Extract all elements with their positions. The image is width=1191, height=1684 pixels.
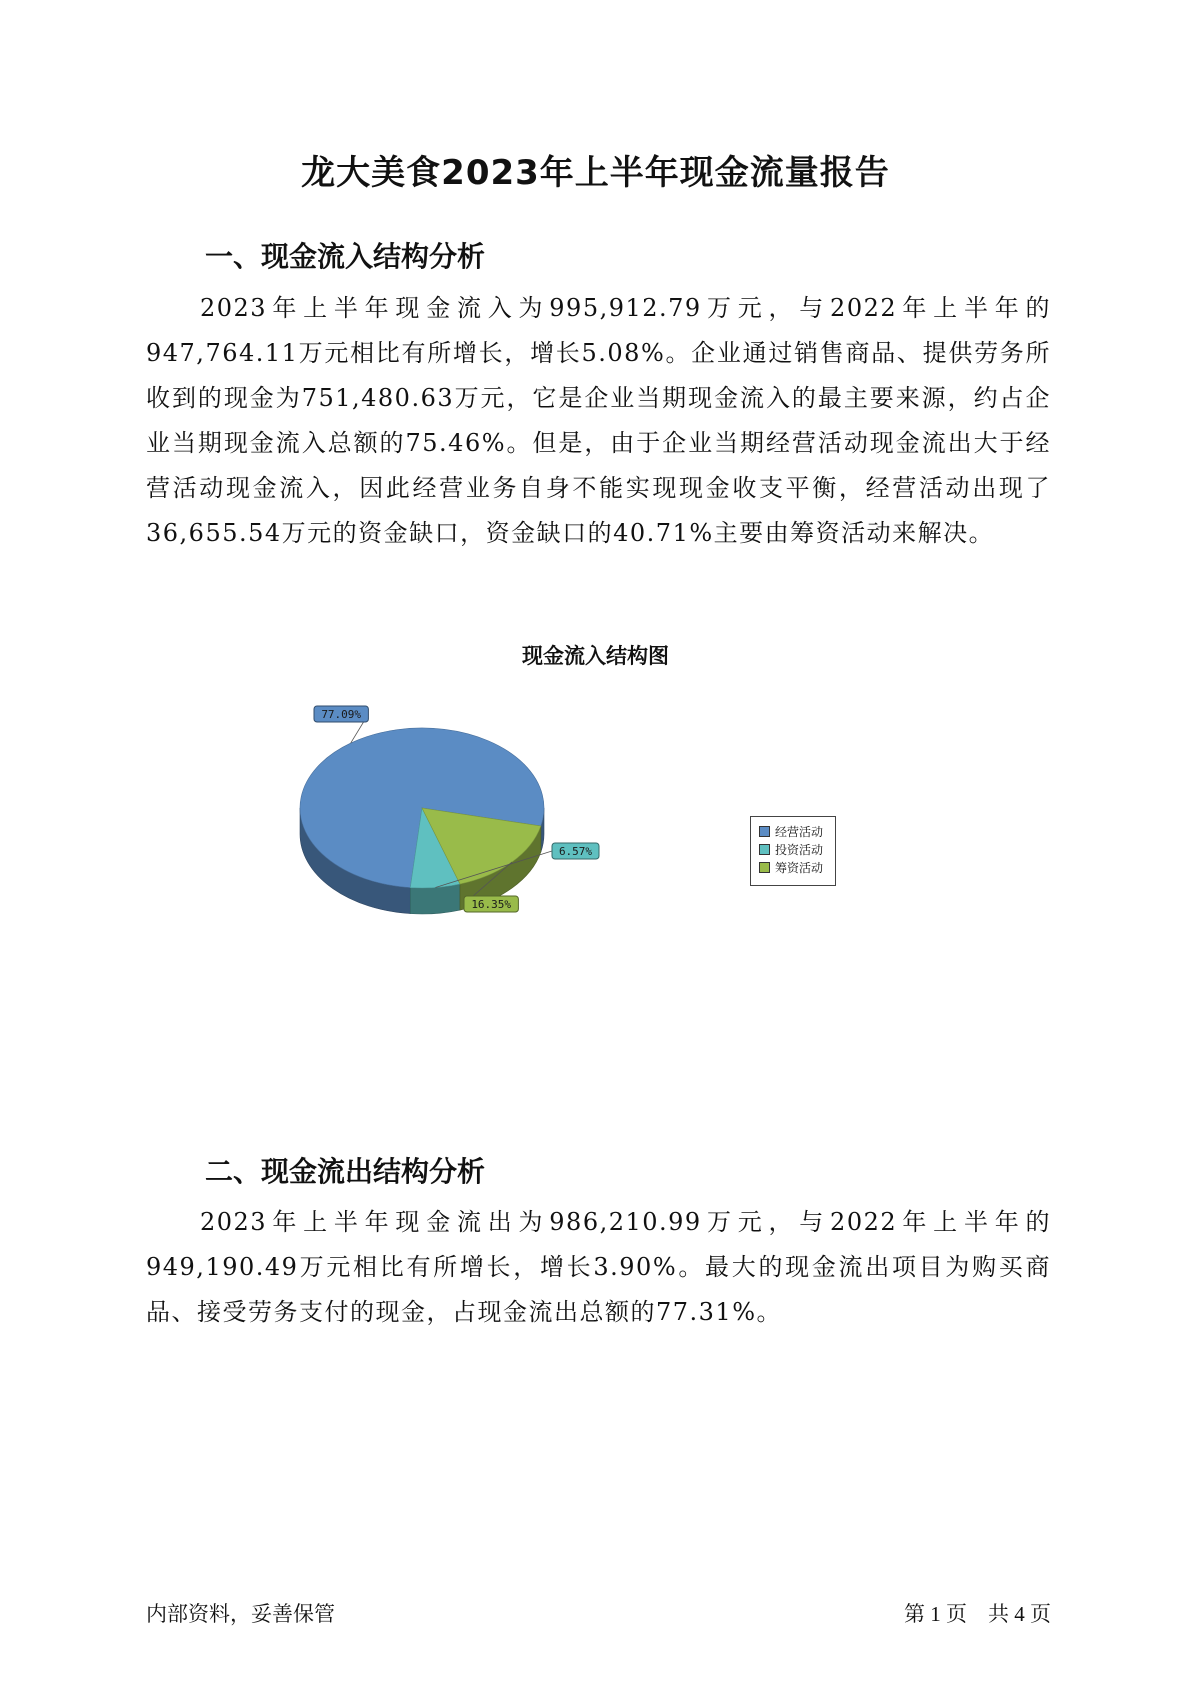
legend-item-investing	[759, 840, 835, 858]
legend-swatch-investing	[759, 844, 770, 855]
legend-item-operating	[759, 822, 835, 840]
legend-label-operating: 经营活动	[775, 824, 824, 839]
data-label-investing: 6.57%	[558, 845, 593, 858]
section-2-heading: 二、现金流出结构分析	[205, 1155, 486, 1188]
chart-legend	[750, 816, 836, 886]
page-title: 龙大美食2023年上半年现金流量报告	[301, 153, 890, 193]
chart-title: 现金流入结构图	[522, 644, 669, 668]
legend-swatch-operating	[759, 826, 770, 837]
section-1-paragraph: 2023年上半年现金流入为995,912.79万元，与2022年上半年的947,764.11万元相比有所增长，增长5.08%。企业通过销售商品、提供劳务所收到的现金为751,480.63万元，它是企业当期现金流入的最主要来源，约占企业当期现金流入总额的75.46%。但是，由于企业当期经营活动现金流出大于经营活动现金流入，因此经营业务自身不能实现现金收支平衡，经营活动出现了36,655.54万元的资金缺口，资金缺口的40.71%主要由筹资活动来解决。	[146, 294, 1051, 547]
pie-side-investing	[410, 884, 460, 914]
legend-item-financing	[759, 858, 835, 876]
legend-label-investing: 投资活动	[775, 842, 824, 857]
footer-note: 内部资料，妥善保管	[146, 1602, 335, 1626]
page-number: 第 1 页 共 4 页	[904, 1602, 1051, 1626]
section-1-heading: 一、现金流入结构分析	[205, 240, 486, 273]
legend-swatch-financing	[759, 862, 770, 873]
legend-label-financing: 筹资活动	[775, 860, 824, 875]
data-label-operating: 77.09%	[321, 708, 362, 721]
data-label-financing: 16.35%	[471, 898, 512, 911]
pie-chart	[280, 700, 600, 960]
section-2-paragraph: 2023年上半年现金流出为986,210.99万元，与2022年上半年的949,190.49万元相比有所增长，增长3.90%。最大的现金流出项目为购买商品、接受劳务支付的现金，占现金流出总额的77.31%。	[146, 1208, 1051, 1326]
